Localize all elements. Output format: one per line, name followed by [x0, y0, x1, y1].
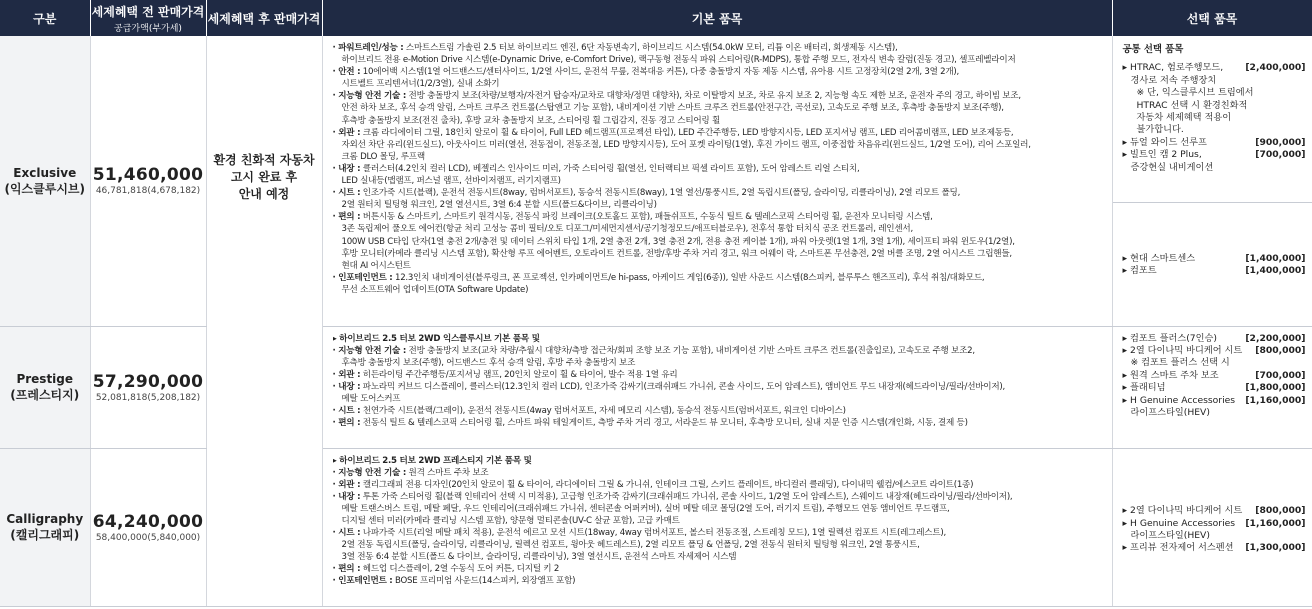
basic-item-text: 2열 원터치 틸팅형 워크인, 2열 열선시트, 3열 6:4 분할 시트(폴드&다이브, 리클라이닝)	[341, 200, 657, 211]
basic-item-line	[333, 211, 1106, 223]
header-before-price	[90, 0, 206, 36]
option-price: [700,000]	[1255, 149, 1306, 161]
basic-item-text: 나파가죽 시트(리얼 메탈 패치 적용), 운전석 에르고 모션 시트(18way, 4way 럼버서포트, 볼스터 전동조절, 스트레칭 모드), 1열 릴렉션 컴포트 시트(레그레스트),	[360, 528, 946, 539]
option-label: ▸ 원격 스마트 주차 보조	[1122, 369, 1219, 381]
basic-items-cell	[322, 448, 1112, 606]
trim-name-ko: (프레스티지)	[10, 388, 80, 402]
after-note-line: 환경 친화적 자동차	[213, 153, 315, 167]
option-label: ▸ 컴포트	[1122, 265, 1157, 277]
basic-item-category: · 외관 :	[332, 369, 361, 380]
basic-item-category: · 안전 :	[332, 67, 361, 78]
option-item	[1123, 382, 1306, 394]
basic-item-category: · 내장 :	[332, 163, 361, 174]
basic-item-line	[333, 503, 1106, 515]
option-item	[1123, 395, 1306, 420]
basic-item-text: 12.3인치 내비게이션(블루링크, 폰 프로젝션, 인카페이먼트/e hi-pass, 아케이드 게임(6종)), 일반 사운드 시스템(8스피커, 블루투스 핸즈프리), 후석 취침/대화모드,	[392, 272, 985, 283]
basic-item-text: 전동식 틸트 & 텔레스코픽 스티어링 휠, 스마트 파워 테일게이트, 측방 주차 거리 경고, 서라운드 뷰 모니터, 후측방 모니터, 실내 지문 인증 시스템(개인화, 시동, 결제 등)	[360, 418, 968, 429]
option-label: ▸ 빌트인 캠 2 Plus,	[1122, 149, 1202, 161]
basic-item-category: · 지능형 안전 기술 :	[332, 91, 407, 102]
option-note: ※ 컴포트 플러스 선택 시	[1130, 357, 1230, 369]
header-row	[0, 0, 1312, 36]
price-cell	[90, 36, 206, 326]
basic-item-text: 3존 독립제어 풀오토 에어컨(항균 처리 고성능 콤비 필터/오토 디포그/미세먼지센서/공기청정모드/애프터블로우), 전후석 통합 터치식 공조 컨트롤러, 레인센서,	[341, 224, 913, 235]
basic-item-category: · 편의 :	[332, 564, 361, 575]
basic-item-category: · 인포테인먼트 :	[332, 272, 393, 283]
price-cell	[90, 448, 206, 606]
basic-item-text: 크롬 DLO 몰딩, 루프랙	[341, 151, 425, 162]
option-items-cell	[1112, 36, 1312, 326]
basic-item-line	[333, 260, 1106, 272]
option-price: [700,000]	[1255, 369, 1306, 381]
basic-item-line	[333, 163, 1106, 175]
after-note-line: 고시 완료 후	[230, 170, 298, 184]
price-cell	[90, 326, 206, 448]
basic-item-category: · 편의 :	[332, 418, 361, 429]
basic-item-text: 클러스터(4.2인치 컬러 LCD), 베젤리스 인사이드 미러, 가죽 스티어링 휠(열선, 인터랙티브 픽셀 라이트 포함), 도어 암레스트 리얼 스티치,	[360, 163, 860, 174]
option-item	[1123, 149, 1306, 174]
basic-item-line	[333, 223, 1106, 235]
option-note: HTRAC 선택 시 환경친화적	[1136, 99, 1248, 111]
basic-item-line	[333, 78, 1106, 90]
basic-item-line	[333, 369, 1106, 381]
basic-item-line	[333, 381, 1106, 393]
basic-item-category: · 시트 :	[332, 188, 361, 199]
basic-item-text: 자외선 차단 유리(윈드실드), 아웃사이드 미러(열선, 전동접이, 전동조절, LED 방향지시등), 도어 포켓 라이팅(1열), 후진 가이드 램프, 이중접합 차음유리(윈드실드, 1/2열 도어), 리어 스포일러,	[341, 139, 1031, 150]
option-note: 증강현실 내비게이션	[1130, 161, 1214, 173]
option-note: 경사로 저속 주행장치	[1130, 74, 1217, 86]
header-trim: 구분	[0, 0, 90, 36]
basic-item-text: 안전 하차 보조, 후석 승객 알림, 스마트 크루즈 컨트롤(스탑앤고 기능 포함), 내비게이션 기반 스마트 크루즈 컨트롤(안전구간, 곡선로), 고속도로 주행 보조, 후측방 충돌방지 보조(주행),	[341, 103, 1004, 114]
header-before-label: 세제혜택 전 판매가격	[91, 4, 205, 19]
header-after-price: 세제혜택 후 판매가격	[206, 0, 322, 36]
basic-item-text: 히든라이팅 주간주행등/포지셔닝 램프, 20인치 알로이 휠 & 타이어, 발수 적용 1열 유리	[360, 369, 678, 380]
option-item	[1123, 345, 1306, 370]
basic-item-line	[333, 515, 1106, 527]
option-group-prestige	[1113, 327, 1312, 420]
option-label: ▸ 2열 다이나믹 바디케어 시트	[1122, 505, 1243, 517]
option-item	[1123, 265, 1306, 277]
trim-name-cell	[0, 448, 90, 606]
option-group-common	[1113, 36, 1312, 202]
option-label: ▸ H Genuine Accessories	[1122, 394, 1236, 406]
trim-name: Prestige	[16, 372, 74, 386]
basic-item-line	[333, 115, 1106, 127]
basic-item-line	[333, 187, 1106, 199]
basic-item-line	[333, 345, 1106, 357]
option-price: [2,400,000]	[1245, 62, 1306, 74]
price-before: 57,290,000	[92, 371, 204, 392]
option-item	[1123, 253, 1306, 265]
option-label: ▸ H Genuine Accessories	[1122, 517, 1236, 529]
header-basic: 기본 품목	[322, 0, 1112, 36]
header-before-sub: 공급가액(부가세)	[114, 23, 182, 34]
basic-item-category: · 외관 :	[332, 479, 361, 490]
basic-item-line	[333, 54, 1106, 66]
price-before: 51,460,000	[92, 165, 204, 186]
option-note: ※ 단, 익스클루시브 트림에서	[1136, 87, 1254, 99]
basic-item-category: ▸ 하이브리드 2.5 터보 2WD 익스클루시브 기본 품목 및	[332, 333, 540, 344]
basic-item-line	[333, 405, 1106, 417]
option-price: [1,400,000]	[1245, 253, 1306, 264]
basic-item-text: 스마트스트림 가솔린 2.5 터보 하이브리드 엔진, 6단 자동변속기, 하이브리드 시스템(54.0kW 모터, 리튬 이온 배터리, 회생제동 시스템),	[403, 43, 898, 53]
basic-item-text: 후방 모니터(카메라 클리닝 시스템 포함), 확산형 루프 에어벤트, 오토라이트 컨트롤, 전방/후방 주차 거리 경고, 워크 어웨이 락, 스마트폰 무선충전, 2열 버클 조명, 2열 어시스트 그립핸들,	[341, 248, 1012, 259]
option-item	[1123, 87, 1306, 137]
option-items-cell	[1112, 448, 1312, 606]
basic-item-text: 헤드업 디스플레이, 2열 수동식 도어 커튼, 디지털 키 2	[360, 564, 560, 575]
basic-item-text: 하이브리드 전용 e-Motion Drive 시스템(e-Dynamic Drive, e-Comfort Drive), 랙구동형 전동식 파워 스티어링(R-MDPS), 통합 주행 모드, 전자식 변속 칼럼(진동 경고), 셀프레벨라이저	[341, 55, 1016, 66]
option-price: [800,000]	[1255, 505, 1306, 517]
basic-item-line	[333, 393, 1106, 405]
basic-item-category: · 지능형 안전 기술 :	[332, 345, 407, 356]
basic-item-text: 캘리그래피 전용 디자인(20인치 알로이 휠 & 타이어, 라디에이터 그릴 & 가니쉬, 인테이크 그릴, 스키드 플레이트, 바디컬러 클래딩), 다이내믹 웰컴/에스코트 라이트(1종)	[360, 479, 974, 490]
basic-item-category: · 편의 :	[332, 212, 361, 223]
basic-item-line	[333, 66, 1106, 78]
basic-item-text: 디지털 센터 미러(카메라 클리닝 시스템 포함), 양문형 멀티콘솔(UV-C 살균 포함), 고급 카매트	[341, 515, 680, 526]
option-label: ▸ 플래티넘	[1122, 382, 1166, 394]
price-before: 64,240,000	[92, 511, 204, 532]
option-note: 불가합니다.	[1136, 124, 1184, 136]
basic-item-text: 메탈 트랜스버스 트림, 메탈 페달, 우드 인테리어(크래쉬패드 가니쉬, 센터콘솔 어퍼커버), 실버 메탈 데코 몰딩(2열 도어, 러기지 트림), 주행모드 연동 앰비언트 무드램프,	[341, 503, 950, 514]
basic-item-text: 크롬 라디에이터 그릴, 18인치 알로이 휠 & 타이어, Full LED 헤드램프(프로젝션 타입), LED 주간주행등, LED 방향지시등, LED 포지셔닝 램프, LED 리어콤비램프, LED 보조제동등,	[360, 127, 1014, 138]
basic-item-text: 버튼시동 & 스마트키, 스마트키 원격시동, 전동식 파킹 브레이크(오토홀드 포함), 패들쉬프트, 수동식 틸트 & 텔레스코픽 스티어링 휠, 운전자 모니터링 시스템,	[360, 212, 933, 223]
basic-item-category: · 내장 :	[332, 491, 361, 502]
basic-item-line	[333, 527, 1106, 539]
basic-item-line	[333, 491, 1106, 503]
option-note: 라이프스타일(HEV)	[1130, 406, 1210, 418]
trim-row-calligraphy	[0, 448, 1312, 606]
trim-name-cell	[0, 326, 90, 448]
option-label: ▸ 현대 스마트센스	[1122, 253, 1196, 264]
basic-item-line	[333, 563, 1106, 575]
basic-item-text: 메탈 도어스커프	[341, 393, 401, 404]
price-supply: 58,400,000(5,840,000)	[95, 532, 201, 543]
basic-item-line	[333, 575, 1106, 587]
basic-item-text: 후측방 충돌방지 보조(전진 출차), 후방 교차 충돌방지 보조, 스티어링 휠 그립감지, 진동 경고 스티어링 휠	[341, 115, 721, 126]
basic-item-text: 천연가죽 시트(블랙/그레이), 운전석 전동시트(4way 럼버서포트, 자세 메모리 시스템), 동승석 전동시트(럼버서포트, 워크인 디바이스)	[360, 406, 846, 417]
option-item	[1123, 542, 1306, 554]
option-price: [2,200,000]	[1245, 332, 1306, 344]
trim-name-cell	[0, 36, 90, 326]
basic-item-line	[333, 236, 1106, 248]
option-heading: 공통 선택 품목	[1122, 44, 1184, 55]
basic-item-category: · 파워트레인/성능 :	[332, 43, 404, 53]
option-item	[1123, 333, 1306, 345]
basic-item-text: BOSE 프리미엄 사운드(14스피커, 외장앰프 포함)	[392, 576, 576, 587]
option-item	[1123, 505, 1306, 517]
trim-row-exclusive	[0, 36, 1312, 326]
option-price: [1,160,000]	[1245, 517, 1306, 529]
basic-item-line	[333, 199, 1106, 211]
basic-item-line	[333, 127, 1106, 139]
option-group-calligraphy	[1113, 499, 1312, 555]
basic-item-text: 전방 충돌방지 보조(차량/보행자/자전거 탑승자/교차로 대향차/정면 대향차), 차로 이탈방지 보조, 차로 유지 보조 2, 지능형 속도 제한 보조, 운전자 주의 경고, 하이빔 보조,	[406, 91, 1021, 102]
basic-item-category: · 외관 :	[332, 127, 361, 138]
basic-item-line	[333, 357, 1106, 369]
basic-item-line	[333, 42, 1106, 54]
option-group-b	[1113, 203, 1312, 278]
basic-item-text: 인조가죽 시트(블랙), 운전석 전동시트(8way, 럼버서포트), 동승석 전동시트(8way), 1열 열선/통풍시트, 2열 독립시트(폴딩, 슬라이딩, 리클라이닝), 2열 리모트 폴딩,	[360, 188, 961, 199]
basic-item-text: 투톤 가죽 스티어링 휠(블랙 인테리어 선택 시 미적용), 고급형 인조가죽 감싸기(크래쉬패드 가니쉬, 콘솔 사이드, 1/2열 도어 암레스트), 스웨이드 내장재(헤드라이닝/필라/선바이저),	[360, 491, 1013, 502]
basic-item-text: 현대 AI 어시스턴트	[341, 260, 411, 271]
basic-item-category: · 지능형 안전 기술 :	[332, 467, 407, 478]
option-label: ▸ HTRAC, 험로주행모드,	[1122, 62, 1224, 74]
basic-items-cell	[322, 326, 1112, 448]
option-item	[1123, 518, 1306, 543]
trim-row-prestige	[0, 326, 1312, 448]
basic-items-cell	[322, 36, 1112, 326]
trim-name: Calligraphy	[6, 512, 84, 526]
after-note-line: 안내 예정	[238, 187, 290, 201]
option-price: [900,000]	[1255, 136, 1306, 148]
basic-item-line	[333, 90, 1106, 102]
option-price: [1,400,000]	[1245, 265, 1306, 277]
basic-item-category: · 인포테인먼트 :	[332, 576, 393, 587]
option-price: [800,000]	[1255, 344, 1306, 356]
basic-item-line	[333, 479, 1106, 491]
option-item	[1123, 62, 1306, 87]
option-label: ▸ 프리뷰 전자제어 서스펜션	[1122, 542, 1234, 554]
basic-item-text: 2열 전동 독립시트(폴딩, 슬라이딩, 리클라이닝, 릴렉션 컴포트, 윙아웃 헤드레스트), 2열 리모트 폴딩 & 언폴딩, 2열 전동식 원터치 틸팅형 워크인, 2열 통풍시트,	[341, 540, 920, 551]
price-supply: 46,781,818(4,678,182)	[95, 186, 201, 197]
basic-item-line	[333, 151, 1106, 163]
basic-item-line	[333, 455, 1106, 467]
trim-name-ko: (캘리그래피)	[10, 528, 80, 542]
basic-item-text: 시트벨트 프리텐셔너(1/2/3열), 실내 소화기	[341, 79, 500, 90]
basic-item-line	[333, 139, 1106, 151]
option-price: [1,800,000]	[1245, 382, 1306, 394]
basic-item-category: · 내장 :	[332, 381, 361, 392]
option-note: 라이프스타일(HEV)	[1130, 530, 1210, 541]
basic-item-text: 원격 스마트 주차 보조	[406, 467, 489, 478]
price-supply: 52,081,818(5,208,182)	[95, 392, 201, 403]
basic-item-text: 100W USB C타입 단자(1열 충전 2개/충전 및 데이터 스위치 타입 1개, 2열 충전 2개, 3열 충전 2개, 전용 충전 케이블 1개), 파워 아웃렛(1열 1개, 3열 1개), 세이프티 파워 윈도우(1/2열),	[341, 236, 1015, 247]
after-price-cell	[206, 36, 322, 606]
basic-item-category: · 시트 :	[332, 406, 361, 417]
basic-item-text: 후측방 충돌방지 보조(주행), 어드밴스드 후석 승객 알림, 후방 주차 충돌방지 보조	[341, 357, 636, 368]
option-price: [1,160,000]	[1245, 394, 1306, 406]
trim-name: Exclusive	[13, 165, 77, 180]
basic-item-line	[333, 248, 1106, 260]
basic-item-line	[333, 175, 1106, 187]
option-price: [1,300,000]	[1245, 542, 1306, 554]
option-items-cell	[1112, 326, 1312, 448]
option-label: ▸ 듀얼 와이드 선루프	[1122, 136, 1207, 148]
option-item	[1123, 137, 1306, 149]
basic-item-line	[333, 467, 1106, 479]
option-label: ▸ 2열 다이나믹 바디케어 시트	[1122, 344, 1243, 356]
trim-name-ko: (익스클루시브)	[4, 181, 86, 196]
basic-item-line	[333, 333, 1106, 345]
basic-item-text: 파노라믹 커브드 디스플레이, 클러스터(12.3인치 컬러 LCD), 인조가죽 감싸기(크래쉬패드 가니쉬, 콘솔 사이드, 도어 암레스트), 앰비언트 무드 내장재(헤드라이닝/필라/선바이저),	[360, 381, 1005, 392]
basic-item-text: 3열 전동 6:4 분할 시트(폴드 & 다이브, 슬라이딩, 리클라이닝), 3열 열선시트, 운전석 스마트 자세제어 시스템	[341, 552, 737, 563]
basic-item-text: 무선 소프트웨어 업데이트(OTA Software Update)	[341, 284, 529, 295]
basic-item-category: ▸ 하이브리드 2.5 터보 2WD 프레스티지 기본 품목 및	[332, 455, 532, 466]
basic-item-line	[333, 539, 1106, 551]
basic-item-line	[333, 102, 1106, 114]
basic-item-line	[333, 551, 1106, 563]
basic-item-line	[333, 284, 1106, 296]
option-label: ▸ 컴포트 플러스(7인승)	[1122, 332, 1217, 344]
option-item	[1123, 370, 1306, 382]
basic-item-category: · 시트 :	[332, 528, 361, 539]
option-note: 자동차 세제혜택 적용이	[1136, 112, 1232, 124]
header-option: 선택 품목	[1112, 0, 1312, 36]
basic-item-line	[333, 417, 1106, 429]
basic-item-text: LED 실내등(맵램프, 퍼스널 램프, 선바이저램프, 러기지램프)	[341, 176, 561, 187]
basic-item-line	[333, 272, 1106, 284]
basic-item-text: 10에어백 시스템(1열 어드밴스드/센터사이드, 1/2열 사이드, 운전석 무릎, 전복대응 커튼), 다중 충돌방지 자동 제동 시스템, 유아용 시트 고정장치(2열 2개, 3열 2개),	[360, 67, 959, 78]
basic-item-text: 전방 충돌방지 보조(교차 차량/추월시 대향차/측방 접근차/회피 조향 보조 기능 포함), 내비게이션 기반 스마트 크루즈 컨트롤(진출입로), 고속도로 주행 보조2,	[406, 345, 975, 356]
